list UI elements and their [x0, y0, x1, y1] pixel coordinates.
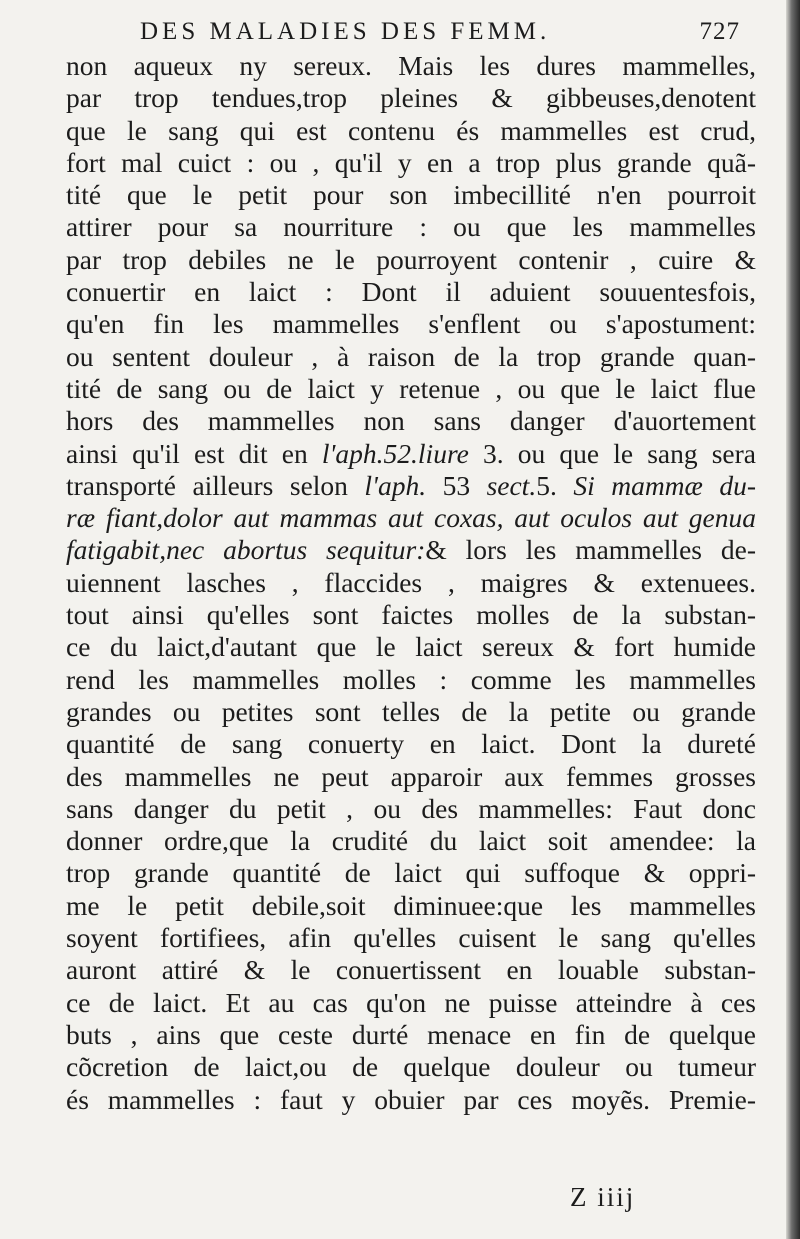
- text-line: [66, 954, 756, 986]
- text-line: [66, 728, 756, 760]
- text-line: [66, 922, 756, 954]
- text-run: 53: [426, 469, 487, 501]
- text-run: tité de sang ou de laict y retenue , ou que le laict flue: [66, 372, 756, 404]
- text-line: [66, 664, 756, 696]
- text-line: [66, 244, 756, 276]
- text-run: és mammelles : faut y obuier par ces moyẽs. Premie-: [66, 1083, 756, 1115]
- page-number: 727: [699, 18, 740, 45]
- text-line: [66, 438, 756, 470]
- text-run: tout ainsi qu'elles sont faictes molles de la substan-: [66, 599, 756, 631]
- text-line: [66, 857, 756, 889]
- text-run: grandes ou petites sont telles de la petite ou grande: [66, 695, 756, 727]
- text-line: [66, 341, 756, 373]
- text-run: qu'en fin les mammelles s'enflent ou s'apostument:: [66, 308, 756, 340]
- italic-citation: l'aph.52.liure: [321, 437, 469, 469]
- body-text: [66, 50, 756, 1116]
- text-run: conuertir en laict : Dont il aduient souuentesfois,: [66, 276, 756, 308]
- text-line: [66, 211, 756, 243]
- text-line: [66, 825, 756, 857]
- text-run: attirer pour sa nourriture : ou que les mammelles: [66, 211, 756, 243]
- text-line: [66, 567, 756, 599]
- text-line: [66, 987, 756, 1019]
- text-run: cõcretion de laict,ou de quelque douleur ou tumeur: [66, 1051, 756, 1083]
- text-run: tité que le petit pour son imbecillité n'en pourroit: [66, 179, 756, 211]
- text-run: non aqueux ny sereux. Mais les dures mammelles,: [66, 50, 756, 81]
- text-line: [66, 115, 756, 147]
- page-gutter-shadow: [786, 0, 800, 1239]
- italic-citation: fatigabit,nec abortus sequitur:: [66, 534, 426, 566]
- italic-citation: l'aph.: [364, 469, 427, 501]
- text-line: [66, 599, 756, 631]
- text-line: [66, 147, 756, 179]
- text-run: que le sang qui est contenu és mammelles est crud,: [66, 114, 756, 146]
- text-run: des mammelles ne peut apparoir aux femmes grosses: [66, 760, 756, 792]
- italic-citation: Si mammæ du-: [573, 469, 757, 501]
- text-run: hors des mammelles non sans danger d'auortement: [66, 405, 756, 437]
- text-run: donner ordre,que la crudité du laict soit amendee: la: [66, 825, 756, 857]
- text-line: [66, 50, 756, 82]
- text-run: fort mal cuict : ou , qu'il y en a trop plus grande quã-: [66, 146, 756, 178]
- running-title: DES MALADIES DES FEMM.: [140, 18, 551, 45]
- text-line: [66, 373, 756, 405]
- text-line: [66, 793, 756, 825]
- text-run: 5.: [536, 469, 574, 501]
- text-line: [66, 631, 756, 663]
- text-run: 3. ou que le sang sera: [468, 437, 757, 469]
- text-run: auront attiré & le conuertissent en louable substan-: [66, 954, 756, 986]
- italic-citation: ræ fiant,dolor aut mammas aut coxas, aut oculos aut genua: [66, 502, 756, 534]
- text-run: sans danger du petit , ou des mammelles: Faut donc: [66, 792, 756, 824]
- running-head: [140, 18, 740, 54]
- text-line: [66, 1051, 756, 1083]
- text-line: [66, 502, 756, 534]
- text-run: transporté ailleurs selon: [66, 469, 365, 501]
- text-run: ainsi qu'il est dit en: [66, 437, 322, 469]
- text-run: trop grande quantité de laict qui suffoque & oppri-: [66, 857, 756, 889]
- text-run: rend les mammelles molles : comme les mammelles: [66, 663, 756, 695]
- text-run: soyent fortifiees, afin qu'elles cuisent le sang qu'elles: [66, 922, 756, 954]
- text-line: [66, 405, 756, 437]
- text-run: ou sentent douleur , à raison de la trop grande quan-: [66, 340, 756, 372]
- text-run: buts , ains que ceste durté menace en fin de quelque: [66, 1018, 756, 1050]
- text-run: par trop debiles ne le pourroyent contenir , cuire &: [66, 243, 756, 275]
- text-run: par trop tendues,trop pleines & gibbeuses,denotent: [66, 82, 756, 114]
- text-line: [66, 761, 756, 793]
- text-line: [66, 1084, 756, 1116]
- text-line: [66, 179, 756, 211]
- text-line: [66, 276, 756, 308]
- text-run: quantité de sang conuerty en laict. Dont la dureté: [66, 728, 756, 760]
- text-line: [66, 308, 756, 340]
- text-run: ce de laict. Et au cas qu'on ne puisse atteindre à ces: [66, 986, 756, 1018]
- text-line: [66, 890, 756, 922]
- text-line: [66, 470, 756, 502]
- text-line: [66, 534, 756, 566]
- signature-mark: Z iiij: [570, 1182, 636, 1212]
- text-run: ce du laict,d'autant que le laict sereux & fort humide: [66, 631, 756, 663]
- text-line: [66, 696, 756, 728]
- text-line: [66, 82, 756, 114]
- text-run: & lors les mammelles de-: [425, 534, 756, 566]
- text-run: me le petit debile,soit diminuee:que les mammelles: [66, 889, 756, 921]
- italic-citation: sect.: [486, 469, 537, 501]
- text-run: uiennent lasches , flaccides , maigres & extenuees.: [66, 566, 756, 598]
- text-line: [66, 1019, 756, 1051]
